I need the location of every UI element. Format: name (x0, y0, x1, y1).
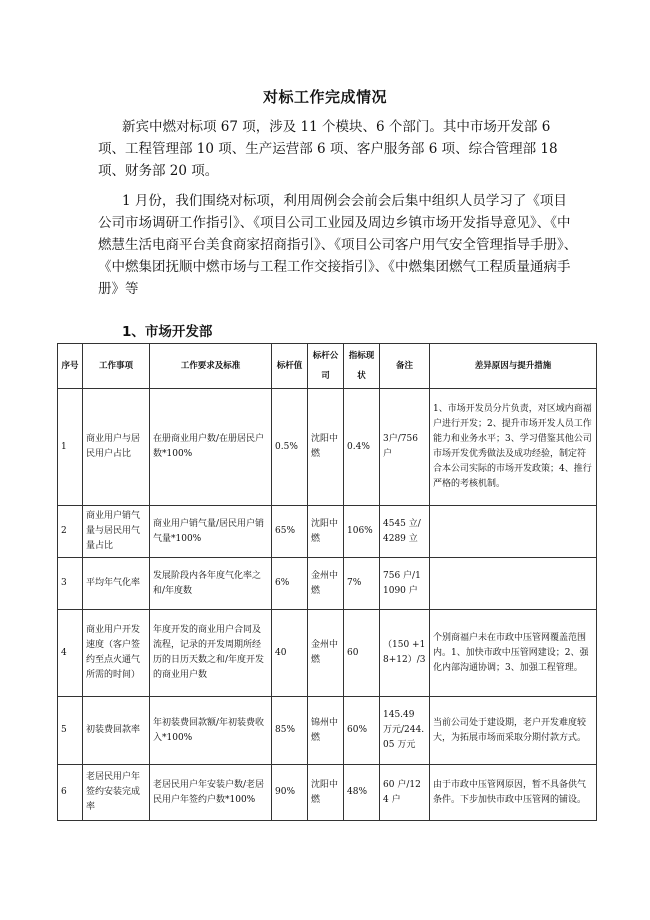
cell-benchmark-company: 沈阳中燃 (308, 765, 344, 821)
table-row (58, 697, 597, 765)
cell-benchmark-value: 65% (272, 506, 308, 558)
cell-item: 商业用户销气量与居民用气量占比 (83, 506, 150, 558)
cell-measures: 当前公司处于建设期，老户开发难度较大，为拓展市场而采取分期付款方式。 (430, 697, 597, 765)
cell-requirement: 年度开发的商业用户合同及流程，记录的开发周期所经历的日历天数之和/年度开发的商业用户数 (150, 610, 272, 697)
cell-benchmark-value: 40 (272, 610, 308, 697)
cell-remark: 145.49 万元/244.05 万元 (380, 697, 430, 765)
cell-indicator-status: 0.4% (344, 389, 380, 506)
cell-requirement: 年初装费回款额/年初装费收入*100% (150, 697, 272, 765)
cell-requirement: 在册商业用户数/在册居民户数*100% (150, 389, 272, 506)
cell-requirement: 商业用户销气量/居民用户销气量*100% (150, 506, 272, 558)
header-no: 序号 (58, 344, 83, 389)
cell-item: 初装费回款率 (83, 697, 150, 765)
table-row (58, 610, 597, 697)
cell-benchmark-value: 0.5% (272, 389, 308, 506)
cell-remark: 4545 立/4289 立 (380, 506, 430, 558)
study-paragraph-text: 1 月份，我们围绕对标项，利用周例会会前会后集中组织人员学习了《项目公司市场调研工作指引》、《项目公司工业园及周边乡镇市场开发指导意见》、《中燃慧生活电商平台美食商家招商指引》、《项目公司客户用气安全管理指导手册》、《中燃集团抚顺中燃市场与工程工作交接指引》、《中燃集团燃气工程质量通病手册》等 (98, 193, 578, 297)
cell-benchmark-value: 6% (272, 558, 308, 610)
cell-benchmark-company: 沈阳中燃 (308, 389, 344, 506)
header-benchmark-value: 标杆值 (272, 344, 308, 389)
cell-measures (430, 506, 597, 558)
cell-no: 3 (58, 558, 83, 610)
cell-no: 6 (58, 765, 83, 821)
cell-remark: （150 +18+12）/3 (380, 610, 430, 697)
cell-measures: 由于市政中压管网原因，暂不具备供气条件。下步加快市政中压管网的铺设。 (430, 765, 597, 821)
benchmark-table (57, 343, 597, 821)
cell-remark: 756 户/11090 户 (380, 558, 430, 610)
header-benchmark-company: 标杆公司 (308, 344, 344, 389)
cell-item: 老居民用户年签约安装完成率 (83, 765, 150, 821)
cell-benchmark-company: 锦州中燃 (308, 697, 344, 765)
header-indicator-status: 指标现状 (344, 344, 380, 389)
cell-requirement: 发展阶段内各年度气化率之和/年度数 (150, 558, 272, 610)
cell-measures (430, 558, 597, 610)
table-row (58, 389, 597, 506)
cell-no: 2 (58, 506, 83, 558)
cell-indicator-status: 48% (344, 765, 380, 821)
header-measures: 差异原因与提升措施 (430, 344, 597, 389)
cell-benchmark-company: 金州中燃 (308, 610, 344, 697)
cell-indicator-status: 60 (344, 610, 380, 697)
study-paragraph (98, 190, 578, 300)
document-title: 对标工作完成情况 (262, 88, 387, 106)
cell-no: 4 (58, 610, 83, 697)
header-requirement: 工作要求及标准 (150, 344, 272, 389)
cell-no: 5 (58, 697, 83, 765)
table-row (58, 765, 597, 821)
intro-paragraph-text: 新宾中燃对标项 67 项，涉及 11 个模块、6 个部门。其中市场开发部 6 项、工程管理部 10 项、生产运营部 6 项、客户服务部 6 项、综合管理部 18 项、财务部 20 项。 (98, 119, 558, 179)
section-title: 1、市场开发部 (122, 324, 213, 340)
cell-measures: 个别商福户未在市政中压管网覆盖范围内。1、加快市政中压管网建设；2、强化内部沟通协调；3、加强工程管理。 (430, 610, 597, 697)
cell-benchmark-value: 90% (272, 765, 308, 821)
intro-paragraph (98, 116, 578, 182)
cell-benchmark-company: 沈阳中燃 (308, 506, 344, 558)
header-item: 工作事项 (83, 344, 150, 389)
cell-no: 1 (58, 389, 83, 506)
cell-benchmark-company: 金州中燃 (308, 558, 344, 610)
cell-item: 商业用户开发速度（客户签约至点火通气所需的时间） (83, 610, 150, 697)
cell-indicator-status: 7% (344, 558, 380, 610)
header-remark: 备注 (380, 344, 430, 389)
cell-requirement: 老居民用户年安装户数/老居民用户年签约户数*100% (150, 765, 272, 821)
cell-remark: 60 户/124 户 (380, 765, 430, 821)
cell-item: 商业用户与居民用户占比 (83, 389, 150, 506)
cell-item: 平均年气化率 (83, 558, 150, 610)
table-row (58, 558, 597, 610)
cell-benchmark-value: 85% (272, 697, 308, 765)
table-header-row (58, 344, 597, 389)
cell-remark: 3户/756户 (380, 389, 430, 506)
cell-indicator-status: 60% (344, 697, 380, 765)
table-row (58, 506, 597, 558)
cell-indicator-status: 106% (344, 506, 380, 558)
cell-measures: 1、市场开发员分片负责，对区域内商福户进行开发；2、提升市场开发人员工作能力和业务水平；3、学习借鉴其他公司市场开发优秀做法及成功经验，制定符合本公司实际的市场开发政策；4、推行严格的考核机制。 (430, 389, 597, 506)
